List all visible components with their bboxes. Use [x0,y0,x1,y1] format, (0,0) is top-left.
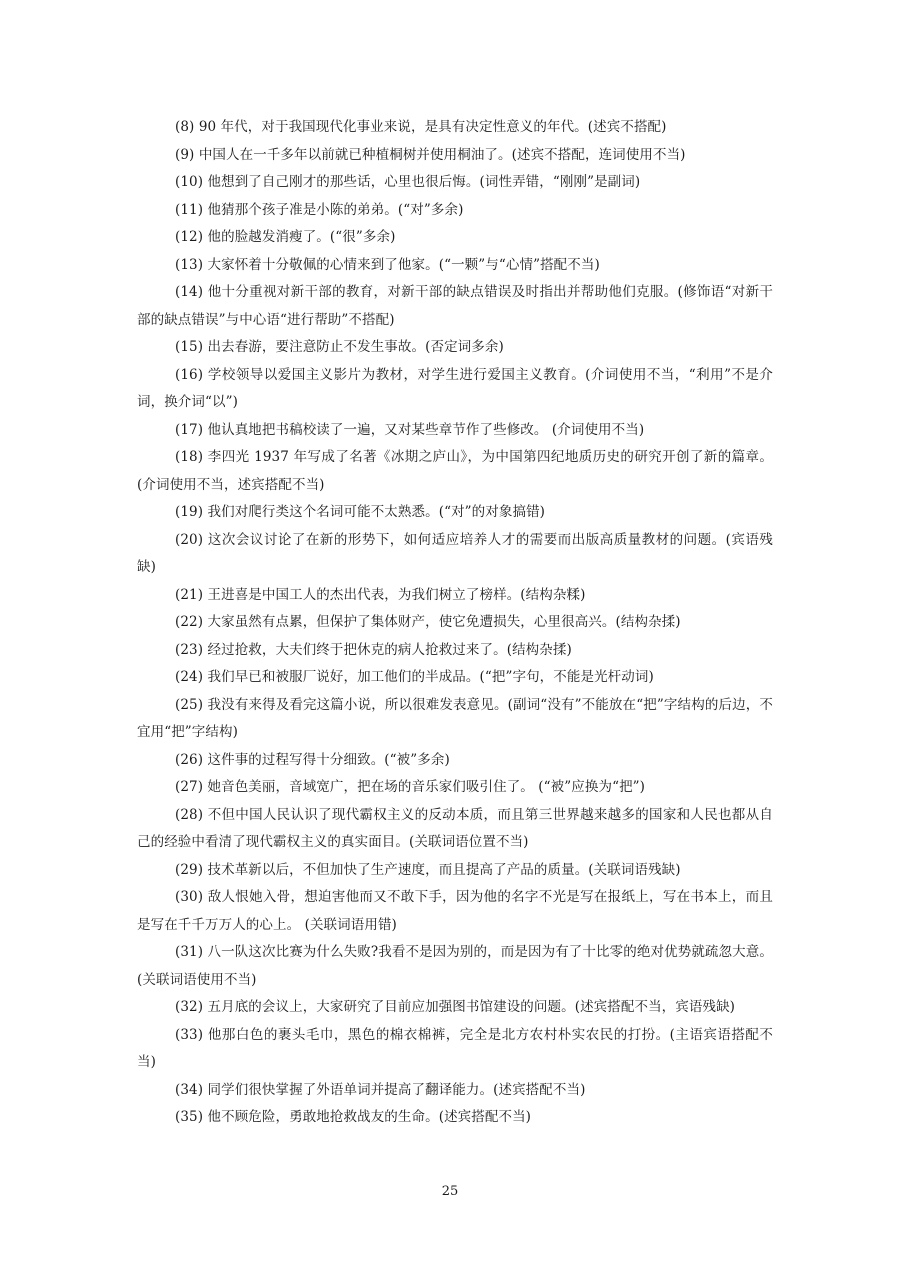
list-item: (29) 技术革新以后，不但加快了生产速度，而且提高了产品的质量。(关联词语残缺) [175,861,681,878]
list-item: (15) 出去春游，要注意防止不发生事故。(否定词多余) [175,339,504,355]
list-item: (25) 我没有来得及看完这篇小说，所以很难发表意见。(副词“没有”不能放在“把”字结构的后边，不宜用“把”字结构) [137,696,773,740]
list-item: (24) 我们早已和被服厂说好，加工他们的半成品。(“把”字句，不能是光杆动词) [175,669,654,685]
list-item: (20) 这次会议讨论了在新的形势下，如何适应培养人才的需要而出版高质量教材的问题。(宾语残缺) [137,531,773,575]
list-item: (19) 我们对爬行类这个名词可能不太熟悉。(“对”的对象搞错) [175,504,546,520]
page-number: 25 [441,1184,459,1199]
list-item: (21) 王进喜是中国工人的杰出代表，为我们树立了榜样。(结构杂糅) [175,586,586,603]
list-item: (28) 不但中国人民认识了现代霸权主义的反动本质，而且第三世界越来越多的国家和人民也都从自己的经验中看清了现代霸权主义的真实面目。(关联词语位置不当) [137,806,773,850]
list-item: (8) 90 年代，对于我国现代化事业来说，是具有决定性意义的年代。(述宾不搭配) [175,119,667,135]
list-item: (16) 学校领导以爱国主义影片为教材，对学生进行爱国主义教育。(介词使用不当，“利用”不是介词，换介词“以”) [137,366,773,410]
list-item: (23) 经过抢救，大夫们终于把休克的病人抢救过来了。(结构杂揉) [175,641,572,658]
list-item: (26) 这件事的过程写得十分细致。(“被”多余) [175,751,450,768]
list-item: (30) 敌人恨她入骨，想迫害他而又不敢下手，因为他的名字不光是写在报纸上，写在书本上，而且是写在千千万万人的心上。 (关联词语用错) [137,889,773,933]
list-item: (27) 她音色美丽，音域宽广，把在场的音乐家们吸引住了。 (“被”应换为“把”) [175,779,646,795]
list-item: (10) 他想到了自己刚才的那些话，心里也很后悔。(词性弄错，“刚刚”是副词) [175,174,641,190]
list-item: (18) 李四光 1937 年写成了名著《冰期之庐山》，为中国第四纪地质历史的研究开创了新的篇章。(介词使用不当，述宾搭配不当) [137,449,773,493]
list-item: (17) 他认真地把书稿校读了一遍，又对某些章节作了些修改。 (介词使用不当) [175,421,645,438]
list-item: (35) 他不顾危险，勇敢地抢救战友的生命。(述宾搭配不当) [175,1109,532,1125]
list-item: (9) 中国人在一千多年以前就已种植桐树并使用桐油了。(述宾不搭配，连词使用不当) [175,146,686,163]
list-item: (31) 八一队这次比赛为什么失败?我看不是因为别的，而是因为有了十比零的绝对优势就疏忽大意。(关联词语使用不当) [137,944,773,988]
list-item: (11) 他猜那个孩子准是小陈的弟弟。(“对”多余) [175,201,464,218]
list-item: (13) 大家怀着十分敬佩的心情来到了他家。(“一颗”与“心情”搭配不当) [175,256,600,273]
list-item: (14) 他十分重视对新干部的教育，对新干部的缺点错误及时指出并帮助他们克服。(修饰语“对新干部的缺点错误”与中心语“进行帮助”不搭配) [137,284,773,328]
list-item: (32) 五月底的会议上，大家研究了目前应加强图书馆建设的问题。(述宾搭配不当，宾语残缺) [175,999,736,1015]
list-item: (12) 他的脸越发消瘦了。(“很”多余) [175,229,396,245]
list-item: (34) 同学们很快掌握了外语单词并提高了翻译能力。(述宾搭配不当) [175,1081,586,1098]
list-item: (33) 他那白色的裹头毛巾，黑色的棉衣棉裤，完全是北方农村朴实农民的打扮。(主语宾语搭配不当) [137,1026,773,1070]
list-item: (22) 大家虽然有点累，但保护了集体财产，使它免遭损失，心里很高兴。(结构杂揉) [175,614,681,630]
document-body [137,114,773,1132]
